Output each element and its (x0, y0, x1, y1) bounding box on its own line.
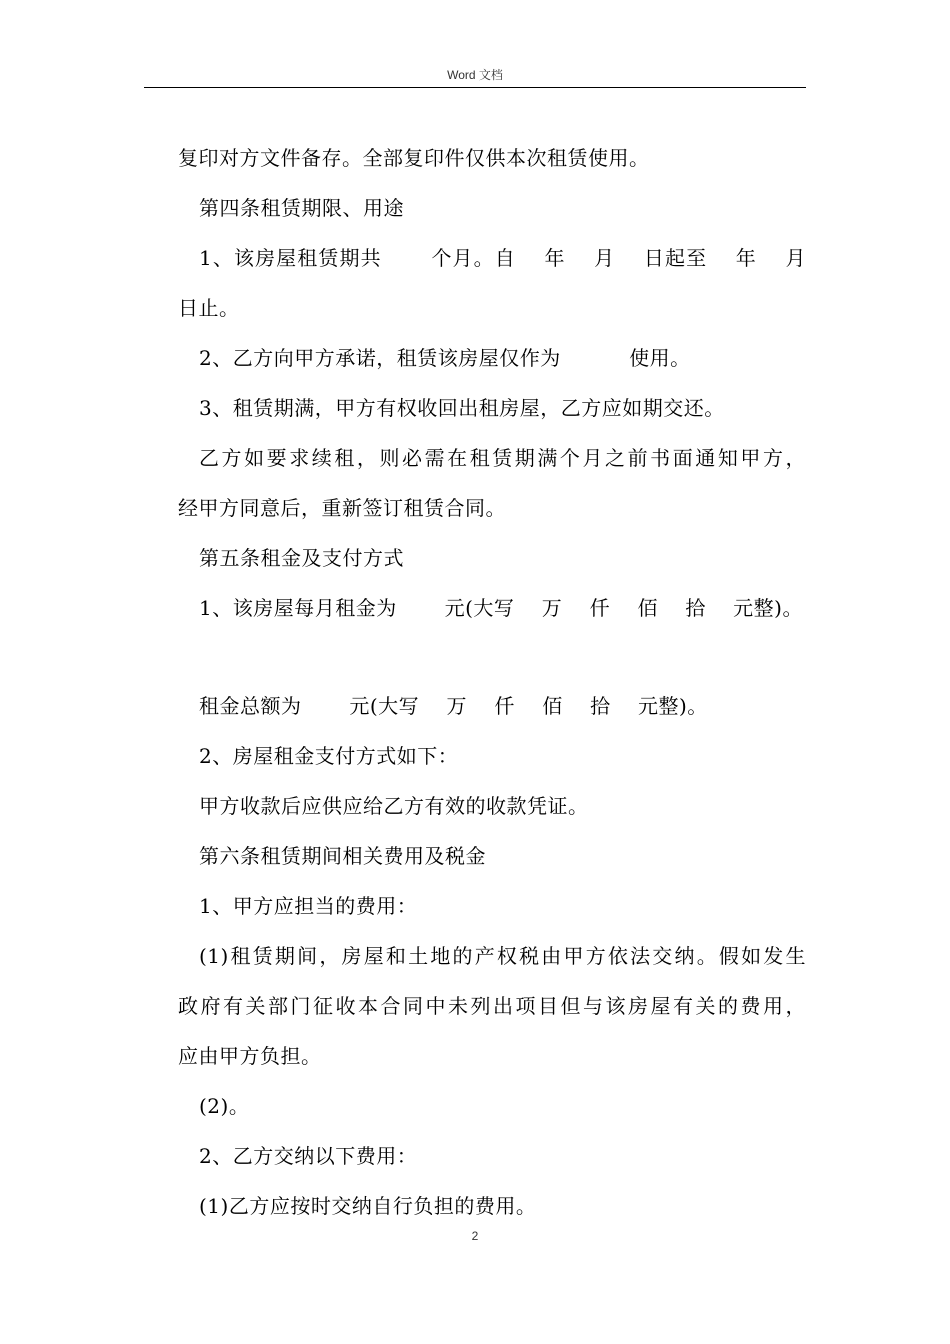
paragraph-line: 2、乙方向甲方承诺，租赁该房屋仅作为 使用。 (199, 346, 691, 370)
section-heading-4: 第四条租赁期限、用途 (199, 196, 404, 220)
document-body (178, 133, 806, 1231)
paragraph-line: 复印对方文件备存。全部复印件仅供本次租赁使用。 (178, 146, 650, 170)
section-heading-6: 第六条租赁期间相关费用及税金 (199, 844, 486, 868)
paragraph-line: 租金总额为 元(大写 万 仟 佰 拾 元整)。 (199, 694, 708, 718)
paragraph-line: (1)租赁期间，房屋和土地的产权税由甲方依法交纳。假如发生 (199, 944, 806, 968)
blank-line (178, 633, 806, 681)
paragraph-line: 甲方收款后应供应给乙方有效的收款凭证。 (199, 794, 589, 818)
section-heading-5: 第五条租金及支付方式 (199, 546, 404, 570)
paragraph-line: 3、租赁期满，甲方有权收回出租房屋，乙方应如期交还。 (199, 396, 725, 420)
page-number: 2 (471, 1229, 479, 1243)
paragraph-line: 日止。 (178, 296, 240, 320)
paragraph-line: 政府有关部门征收本合同中未列出项目但与该房屋有关的费用， (178, 994, 806, 1018)
paragraph-line: 乙方如要求续租，则必需在租赁期满个月之前书面通知甲方， (199, 446, 806, 470)
paragraph-line: 2、乙方交纳以下费用： (199, 1144, 418, 1168)
paragraph-line: 1、甲方应担当的费用： (199, 894, 418, 918)
header-divider (144, 87, 806, 88)
paragraph-line: 经甲方同意后，重新签订租赁合同。 (178, 496, 506, 520)
paragraph-line: 2、房屋租金支付方式如下： (199, 744, 459, 768)
paragraph-line: 应由甲方负担。 (178, 1044, 322, 1068)
paragraph-line: 1、该房屋租赁期共 个月。自 年 月 日起至 年 月 (199, 246, 806, 270)
paragraph-line: (1)乙方应按时交纳自行负担的费用。 (199, 1194, 537, 1218)
paragraph-line: (2)。 (199, 1094, 250, 1118)
paragraph-line: 1、该房屋每月租金为 元(大写 万 仟 佰 拾 元整)。 (199, 596, 803, 620)
page-header: Word 文档 (447, 68, 503, 82)
